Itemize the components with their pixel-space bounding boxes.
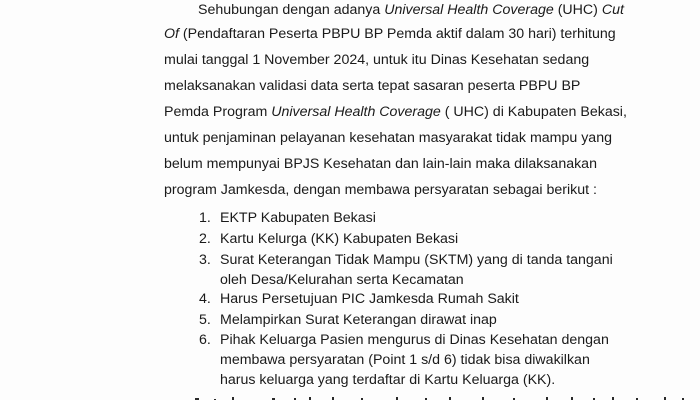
list-text: Pihak Keluarga Pasien mengurus di Dinas Kesehatan dengan [220, 332, 609, 348]
list-text: Kartu Kelurga (KK) Kabupaten Bekasi [220, 231, 459, 247]
list-text: Harus Persetujuan PIC Jamkesda Rumah Sakit [220, 291, 519, 307]
text-run: program Jamkesda, dengan membawa persyaratan sebagai berikut : [164, 182, 597, 198]
list-item [0, 289, 700, 309]
list-number: 3. [199, 252, 211, 268]
text-run: untuk penjaminan pelayanan kesehatan masyarakat tidak mampu yang [164, 130, 612, 146]
text-run: (Pendaftaran Peserta PBPU BP Pemda aktif dalam 30 hari) terhitung [178, 26, 616, 42]
paragraph-line-8 [164, 180, 597, 200]
cut-off-text-line [0, 390, 700, 400]
text-run-italic: Of [164, 26, 179, 42]
list-item [0, 330, 700, 390]
cut-off-glyph-fragments [0, 390, 700, 400]
list-text-continued: membawa persyaratan (Point 1 s/d 6) tidak bisa diwakilkan [220, 352, 590, 368]
text-run-italic: Cut [601, 2, 624, 18]
text-run: mulai tanggal 1 November 2024, untuk itu Dinas Kesehatan sedang [164, 52, 590, 68]
list-number: 1. [199, 210, 211, 226]
list-number: 5. [199, 312, 211, 328]
list-item [0, 310, 700, 330]
list-item [0, 250, 700, 290]
paragraph-line-1 [198, 0, 624, 20]
list-number: 6. [199, 332, 211, 348]
list-text: Melampirkan Surat Keterangan dirawat inap [220, 312, 497, 328]
text-run-italic: Universal Health Coverage [271, 104, 441, 120]
list-text: Surat Keterangan Tidak Mampu (SKTM) yang di tanda tangani [220, 252, 613, 268]
list-text: EKTP Kabupaten Bekasi [220, 210, 376, 226]
list-item [0, 229, 700, 249]
paragraph-line-5 [164, 102, 627, 122]
text-run-italic: Universal Health Coverage [384, 2, 554, 18]
list-text-continued: harus keluarga yang terdaftar di Kartu Keluarga (KK). [220, 372, 556, 388]
list-item [0, 208, 700, 228]
paragraph-line-6 [164, 128, 612, 148]
list-number: 2. [199, 231, 211, 247]
paragraph-line-7 [164, 154, 597, 174]
text-run: Pemda Program [164, 104, 272, 120]
text-run: Sehubungan dengan adanya [198, 2, 385, 18]
paragraph-line-2 [164, 24, 616, 44]
list-number: 4. [199, 291, 211, 307]
paragraph-line-3 [164, 50, 589, 70]
text-run: (UHC) [553, 2, 602, 18]
text-run: ( UHC) di Kabupaten Bekasi, [440, 104, 627, 120]
text-run: belum mempunyai BPJS Kesehatan dan lain-lain maka dilaksanakan [164, 156, 597, 172]
text-run: melaksanakan validasi data serta tepat sasaran peserta PBPU BP [164, 78, 581, 94]
list-text-continued: oleh Desa/Kelurahan serta Kecamatan [220, 272, 464, 288]
paragraph-line-4 [164, 76, 580, 96]
